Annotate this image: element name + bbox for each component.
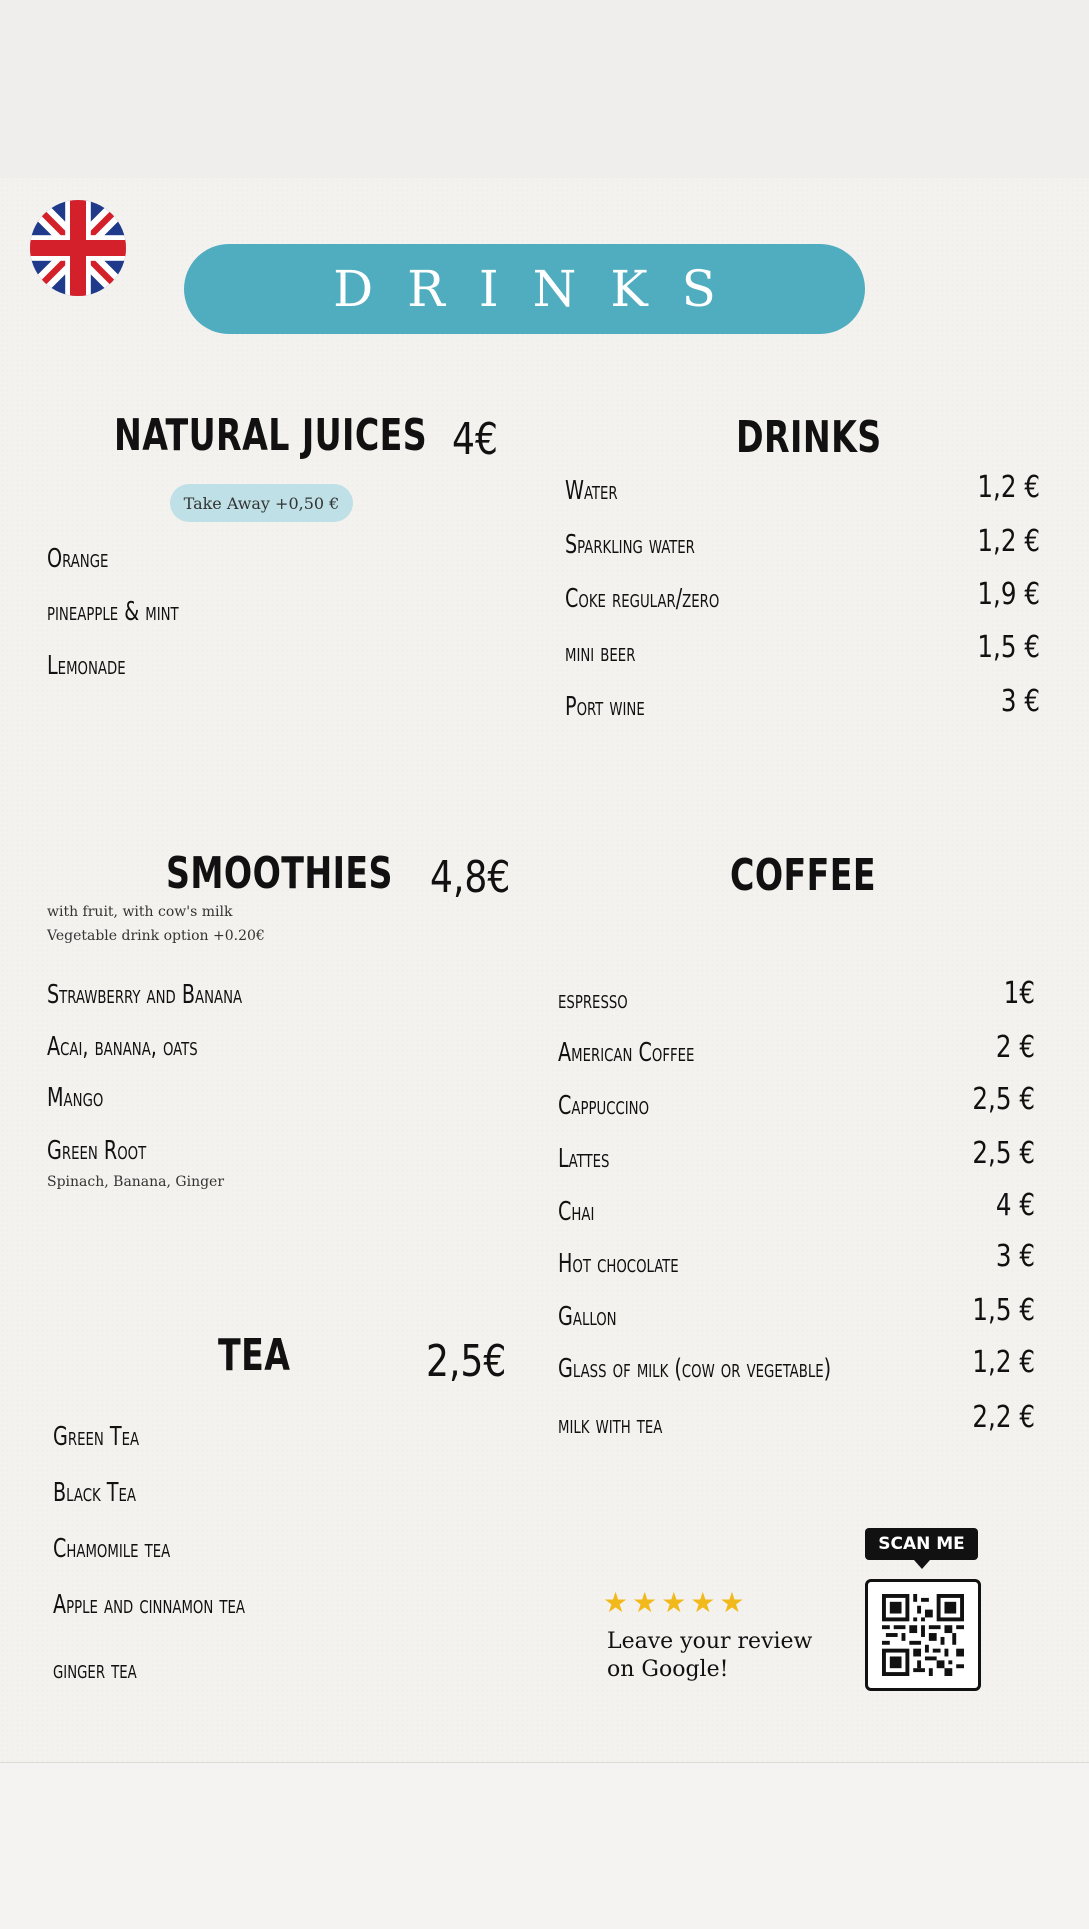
top-margin — [0, 0, 1089, 178]
coffee-item: Hot chocolate — [558, 1249, 679, 1279]
coffee-price: 2,5 € — [972, 1082, 1035, 1117]
page-title: DRINKS — [333, 260, 750, 318]
coffee-item: Cappuccino — [558, 1091, 650, 1121]
qr-code[interactable] — [865, 1579, 981, 1691]
review-call-to-action[interactable] — [607, 1628, 812, 1684]
coffee-item: Glass of milk (cow or vegetable) — [558, 1354, 832, 1384]
drink-price: 1,5 € — [977, 630, 1040, 665]
drink-price: 1,2 € — [977, 524, 1040, 559]
review-text-line: on Google! — [607, 1657, 729, 1682]
coffee-price: 4 € — [995, 1188, 1035, 1223]
coffee-price: 3 € — [995, 1239, 1035, 1274]
coffee-price: 2,2 € — [972, 1400, 1035, 1435]
coffee-item: espresso — [558, 985, 628, 1015]
coffee-item: Gallon — [558, 1302, 617, 1332]
coffee-item: Lattes — [558, 1144, 610, 1174]
tea-item: Apple and cinnamon tea — [53, 1590, 245, 1620]
juice-item: Lemonade — [47, 651, 126, 681]
review-text-line: Leave your review — [607, 1629, 813, 1654]
take-away-badge: Take Away +0,50 € — [170, 484, 353, 522]
smoothie-item: Strawberry and Banana — [47, 980, 243, 1010]
drink-price: 1,9 € — [977, 577, 1040, 612]
tea-price: 2,5€ — [426, 1336, 507, 1387]
smoothies-note: with fruit, with cow's milk — [47, 904, 233, 920]
tea-item: Chamomile tea — [53, 1534, 171, 1564]
smoothies-price: 4,8€ — [430, 852, 511, 903]
drink-item: Coke regular/zero — [565, 584, 720, 614]
coffee-item: milk with tea — [558, 1410, 663, 1440]
drinks-title: DRINKS — [736, 412, 882, 463]
coffee-price: 1€ — [1003, 976, 1035, 1011]
drink-item: Sparkling water — [565, 530, 695, 560]
bottom-margin — [0, 1762, 1089, 1929]
drink-price: 3 € — [1000, 684, 1040, 719]
coffee-price: 2 € — [995, 1030, 1035, 1065]
qr-code-icon — [882, 1594, 964, 1676]
drink-item: mini beer — [565, 638, 636, 668]
scan-me-label: SCAN ME — [865, 1528, 978, 1560]
smoothie-item: Mango — [47, 1083, 104, 1113]
natural-juices-price: 4€ — [452, 414, 498, 465]
coffee-item: Chai — [558, 1197, 595, 1227]
coffee-price: 1,5 € — [972, 1293, 1035, 1328]
smoothie-item: Green Root — [47, 1136, 147, 1166]
tea-item: ginger tea — [53, 1655, 137, 1685]
coffee-price: 2,5 € — [972, 1136, 1035, 1171]
natural-juices-title: NATURAL JUICES — [114, 410, 428, 461]
coffee-price: 1,2 € — [972, 1345, 1035, 1380]
drink-item: Water — [565, 476, 618, 506]
uk-flag-icon — [30, 200, 126, 296]
drink-item: Port wine — [565, 692, 645, 722]
coffee-item: American Coffee — [558, 1038, 695, 1068]
green-root-note: Spinach, Banana, Ginger — [47, 1174, 225, 1190]
smoothies-note: Vegetable drink option +0.20€ — [47, 928, 265, 944]
smoothie-item: Acai, banana, oats — [47, 1032, 198, 1062]
juice-item: Orange — [47, 544, 109, 574]
tea-item: Green Tea — [53, 1422, 140, 1452]
title-banner — [184, 244, 865, 334]
juice-item: pineapple & mint — [47, 597, 179, 627]
smoothies-title: SMOOTHIES — [166, 848, 393, 899]
tea-item: Black Tea — [53, 1478, 136, 1508]
coffee-title: COFFEE — [730, 850, 877, 901]
rating-stars-icon: ★★★★★ — [603, 1586, 749, 1619]
tea-title: TEA — [218, 1330, 291, 1381]
drink-price: 1,2 € — [977, 470, 1040, 505]
